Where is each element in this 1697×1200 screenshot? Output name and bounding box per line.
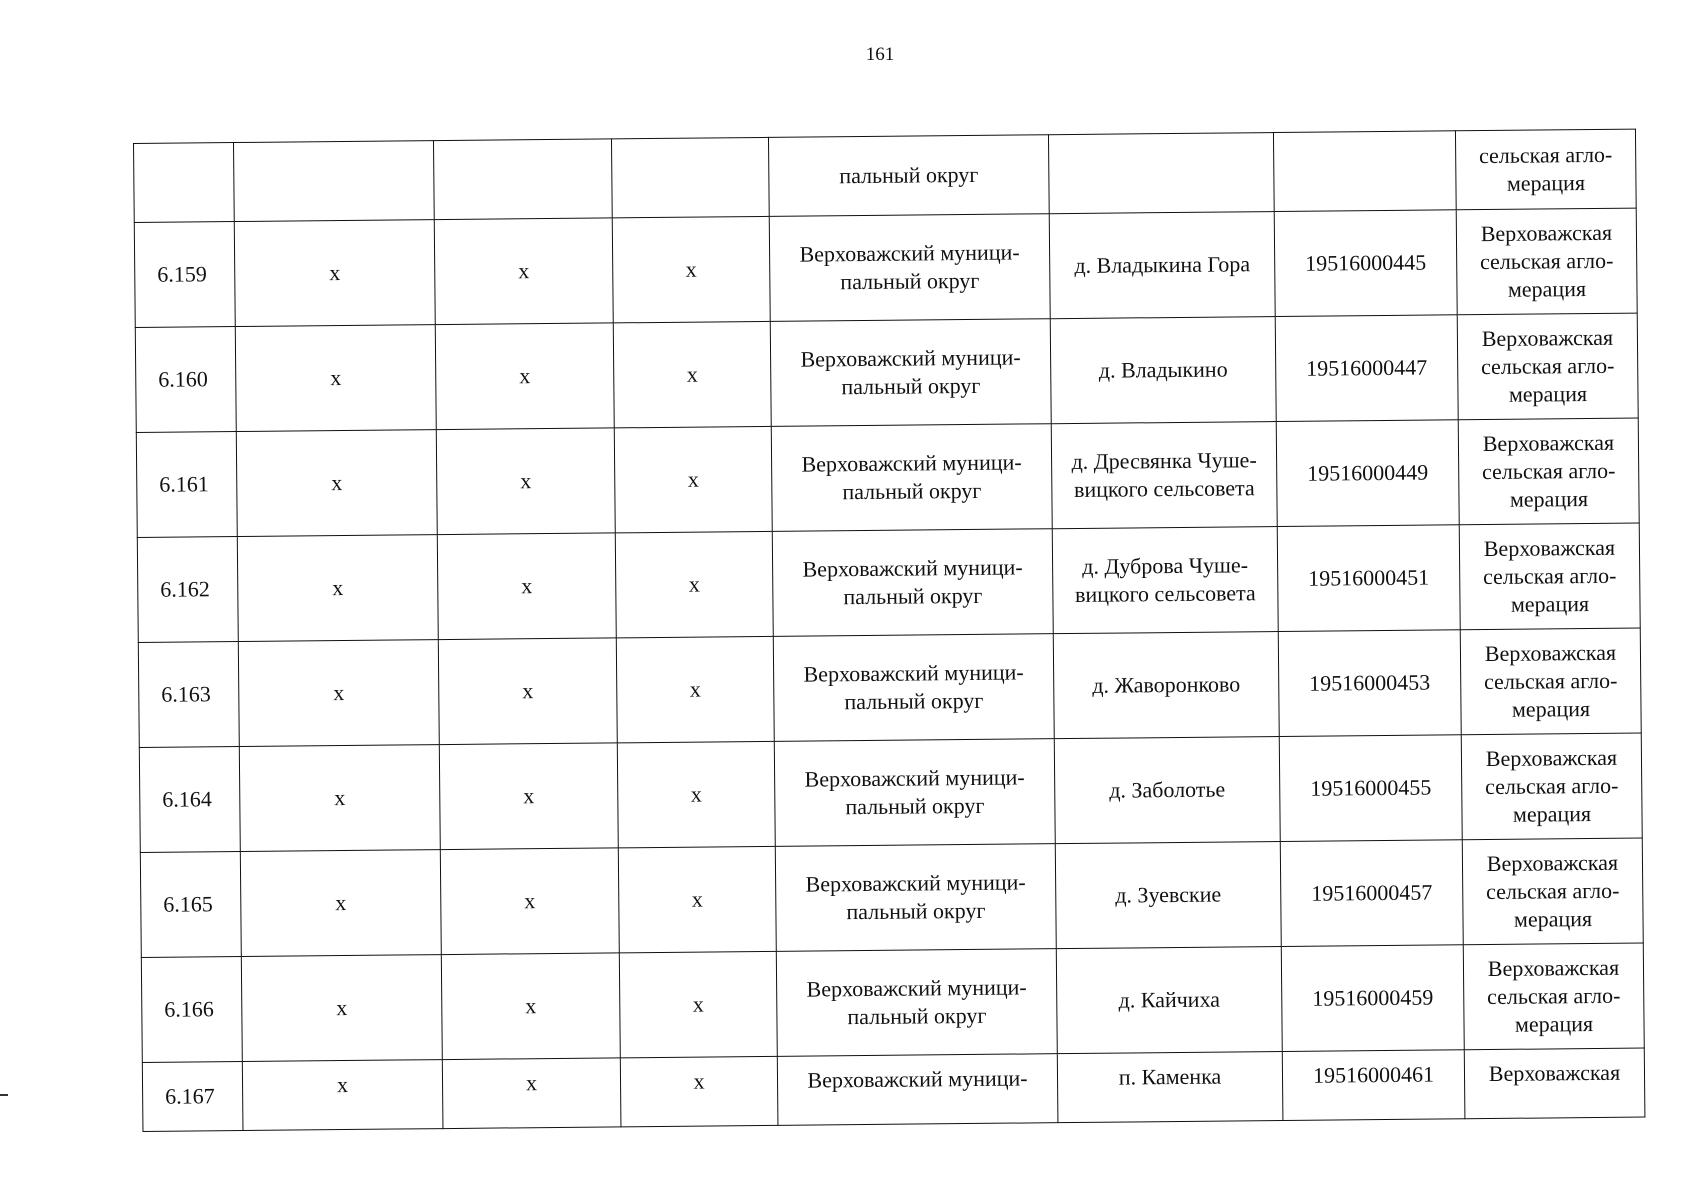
mark-cell: x [437,533,616,640]
settlement-cell: д. Кайчиха [1056,947,1282,1054]
mark-cell: x [620,1056,778,1127]
district-cell: пальный округ [768,135,1049,217]
settlement-cell: д. Дуброва Чуше-вицкого сельсовета [1052,527,1278,634]
mark-cell: x [434,218,613,325]
district-cell: Верховажский муници-пальный округ [774,739,1055,847]
settlement-cell: д. Владыкина Гора [1049,212,1275,319]
table-cell [134,143,235,223]
table-row [140,838,1643,957]
district-cell: Верховажский муници-пальный округ [776,949,1057,1057]
row-number-cell: 6.161 [136,432,237,538]
row-number-cell: 6.163 [138,642,239,748]
type-cell: Верховажская сельская агло-мерация [1463,943,1644,1050]
code-cell: 19516000457 [1280,840,1463,947]
mark-cell: x [239,745,440,852]
mark-cell: x [242,1060,443,1131]
district-cell: Верховажский муници-пальный округ [775,844,1056,952]
row-number-cell: 6.165 [140,852,241,958]
row-number-cell: 6.167 [142,1061,243,1131]
mark-cell: x [613,321,771,428]
margin-mark [0,1094,8,1096]
type-cell: Верховажская [1464,1048,1645,1119]
mark-cell: x [617,741,775,848]
mark-cell: x [619,951,777,1058]
district-cell: Верховажский муници-пальный округ [773,634,1054,742]
code-cell: 19516000449 [1276,420,1459,527]
district-cell: Верховажский муници-пальный округ [770,319,1051,427]
settlement-cell: п. Каменка [1057,1052,1283,1123]
code-cell: 19516000451 [1277,525,1460,632]
settlements-table [133,129,1645,1132]
type-cell: сельская агло-мерация [1455,129,1636,210]
mark-cell: x [612,216,770,323]
district-cell: Верховажский муници-пальный округ [769,214,1050,322]
type-cell: Верховажская сельская агло-мерация [1462,838,1643,945]
table-cell [1273,131,1456,212]
row-number-cell: 6.159 [134,222,235,328]
type-cell: Верховажская сельская агло-мерация [1457,313,1638,420]
row-number-cell: 6.166 [141,956,242,1062]
mark-cell: x [234,220,435,327]
settlement-cell: д. Заболотье [1054,737,1280,844]
mark-cell: x [240,850,441,957]
code-cell: 19516000447 [1275,315,1458,422]
mark-cell: x [241,955,442,1062]
table-row [134,208,1637,327]
settlement-cell: д. Жаворонково [1053,632,1279,739]
settlement-cell: д. Дресвянка Чуше-вицкого сельсовета [1051,422,1277,529]
table-row [139,733,1642,852]
row-number-cell: 6.160 [135,327,236,433]
district-cell: Верховажский муници-пальный округ [772,529,1053,637]
table-row [138,628,1641,747]
mark-cell: x [615,531,773,638]
table-row [136,418,1639,537]
code-cell: 19516000461 [1282,1050,1465,1121]
mark-cell: x [614,426,772,533]
table-cell [611,137,769,218]
mark-cell: x [439,743,618,850]
page-number: 161 [865,44,895,65]
district-cell: Верховажский муници-пальный округ [771,424,1052,532]
table-row [135,313,1638,432]
table-container [133,129,1645,1132]
mark-cell: x [237,535,438,642]
type-cell: Верховажская сельская агло-мерация [1459,523,1640,630]
mark-cell: x [235,325,436,432]
mark-cell: x [442,1058,621,1129]
code-cell: 19516000455 [1279,735,1462,842]
mark-cell: x [436,428,615,535]
type-cell: Верховажская сельская агло-мерация [1458,418,1639,525]
row-number-cell: 6.164 [139,747,240,853]
row-number-cell: 6.162 [137,537,238,643]
table-row [141,943,1644,1062]
type-cell: Верховажская сельская агло-мерация [1456,208,1637,315]
type-cell: Верховажская сельская агло-мерация [1460,628,1641,735]
table-row-continuation [134,129,1637,222]
district-cell: Верховажский муници- [777,1054,1058,1126]
type-cell: Верховажская сельская агло-мерация [1461,733,1642,840]
mark-cell: x [616,636,774,743]
mark-cell: x [435,323,614,430]
table-cell [1048,133,1274,214]
table-row-last [142,1048,1645,1131]
mark-cell: x [618,846,776,953]
table-cell [433,139,612,220]
mark-cell: x [441,953,620,1060]
table-cell [234,141,435,222]
table-row [137,523,1640,642]
mark-cell: x [440,848,619,955]
settlement-cell: д. Зуевские [1055,842,1281,949]
mark-cell: x [236,430,437,537]
mark-cell: x [238,640,439,747]
code-cell: 19516000453 [1278,630,1461,737]
mark-cell: x [438,638,617,745]
code-cell: 19516000459 [1281,945,1464,1052]
settlement-cell: д. Владыкино [1050,317,1276,424]
code-cell: 19516000445 [1274,210,1457,317]
